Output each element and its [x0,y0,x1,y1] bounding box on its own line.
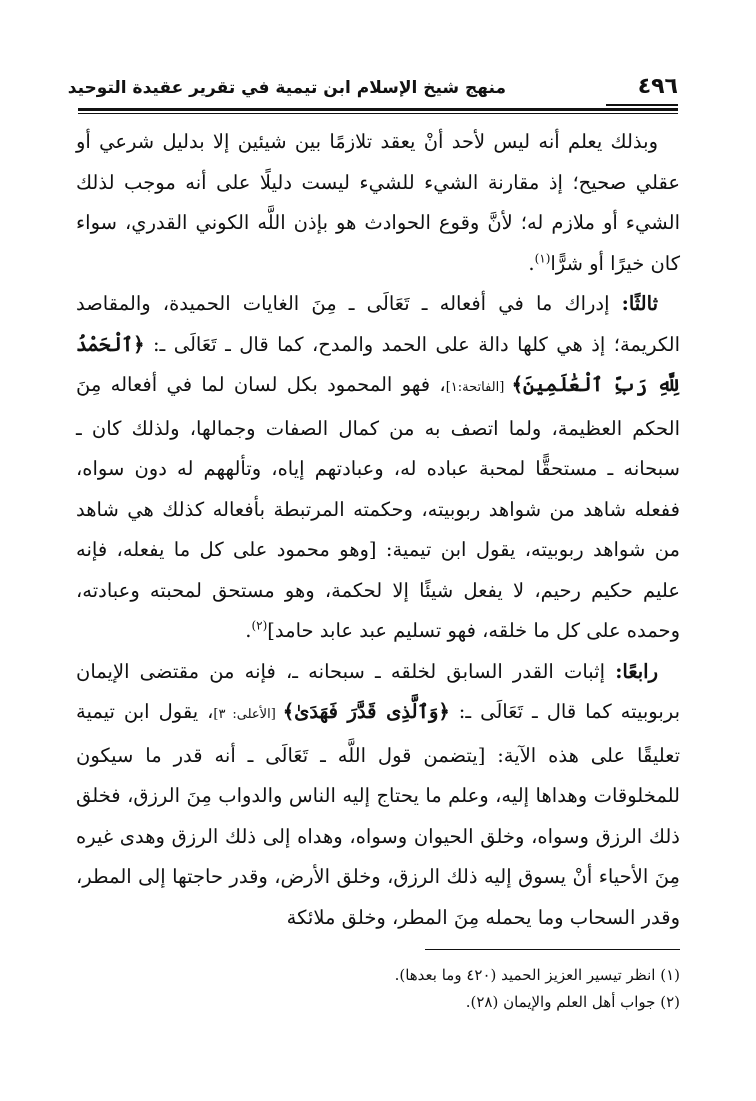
paragraph-2-text-1: إدراك ما في أفعاله ـ تَعَالَى ـ مِنَ الغايات الحميدة، والمقاصد الكريمة؛ إذ هي كلها دالة على الحمد والمدح، كما قال ـ تَعَالَى ـ: [76,292,680,356]
footnote-1: (١) انظر تيسير العزيز الحميد (٤٢٠ وما بعدها). [394,966,680,984]
paragraph-1-end: . [528,251,535,275]
quran-verse-2: ﴿وَٱلَّذِى قَدَّرَ فَهَدَىٰ﴾ [282,700,450,723]
header-rule-thick [78,108,678,111]
main-text [76,122,680,938]
paragraph-1 [76,122,680,284]
page-number: ٤٩٦ [637,74,678,99]
paragraph-2 [76,284,680,652]
running-title: منهج شيخ الإسلام ابن تيمية في تقرير عقيدة التوحيد [67,78,506,98]
footnotes [76,962,680,1016]
page-number-rule [606,104,678,106]
footnote-separator [425,949,680,950]
paragraph-2-text-2: ، فهو المحمود بكل لسان لما في أفعاله مِنَ الحكم العظيمة، ولما اتصف به من كمال الصفات وجمالها، ولذلك كان ـ سبحانه ـ مستحقًّا لمحبة عباده له، وعبادتهم إياه، وتألههم له دون سواه، ففعله شاهد من شواهد ربوبيته، وحكمته المرتبطة بأفعاله كذلك هي شاهد من شواهد ربوبيته، يقول ابن تيمية: [وهو محمود على كل ما يفعله، فإنه عليم حكيم رحيم، لا يفعل شيئًا إلا لحكمة، وهو مستحق لمحبته وعبادته، وحمده على كل ما خلقه، فهو تسليم عبد عابد حامد] [76,373,680,642]
paragraph-1-text: وبذلك يعلم أنه ليس لأحد أنْ يعقد تلازمًا بين شيئين إلا بدليل شرعي أو عقلي صحيح؛ إذ مقارنة الشيء للشيء ليست دليلًا على أنه موجب لذلك الشيء أو ملازم له؛ لأنَّ وقوع الحوادث هو بإذن اللَّه الكوني القدري، سواء كان خيرًا أو شرًّا [76,130,680,275]
paragraph-3-text-2: ، يقول ابن تيمية تعليقًا على هذه الآية: [يتضمن قول اللَّه ـ تَعَالَى ـ أنه قدر ما سيكون للمخلوقات وهداها إليه، وعلم ما يحتاج إليه الناس والدواب مِنَ الرزق، فخلق ذلك الرزق وسواه، وخلق الحيوان وسواه، وهداه إلى ذلك الرزق وهدى غيره مِنَ الأحياء أنْ يسوق إليه ذلك الرزق، وخلق الأرض، وقدر حاجتها إلى المطر، وقدر السحاب وما يحمله مِنَ المطر، وخلق ملائكة [76,700,680,929]
paragraph-2-lead: ثالثًا: [621,292,658,315]
paragraph-3 [76,652,680,939]
footnote-2: (٢) جواب أهل العلم والإيمان (٢٨). [465,993,680,1011]
quran-verse-1: ﴿ٱلْحَمْدُ لِلَّهِ رَبِّ ٱلْعَٰلَمِينَ﴾ [76,332,680,396]
paragraph-3-text-1: إثبات القدر السابق لخلقه ـ سبحانه ـ، فإنه من مقتضى الإيمان بربوبيته كما قال ـ تَعَالَى ـ: [76,659,680,723]
verse-reference-1: [الفاتحة:١] [445,380,512,395]
page-header [67,64,678,104]
verse-reference-2: [الأعلى: ٣] [213,707,283,722]
footnote-ref-2: (٢) [251,618,268,633]
header-rule-thin [78,113,678,114]
paragraph-3-lead: رابعًا: [615,659,659,683]
footnote-ref-1: (١) [534,251,551,265]
paragraph-2-end: . [245,619,252,642]
